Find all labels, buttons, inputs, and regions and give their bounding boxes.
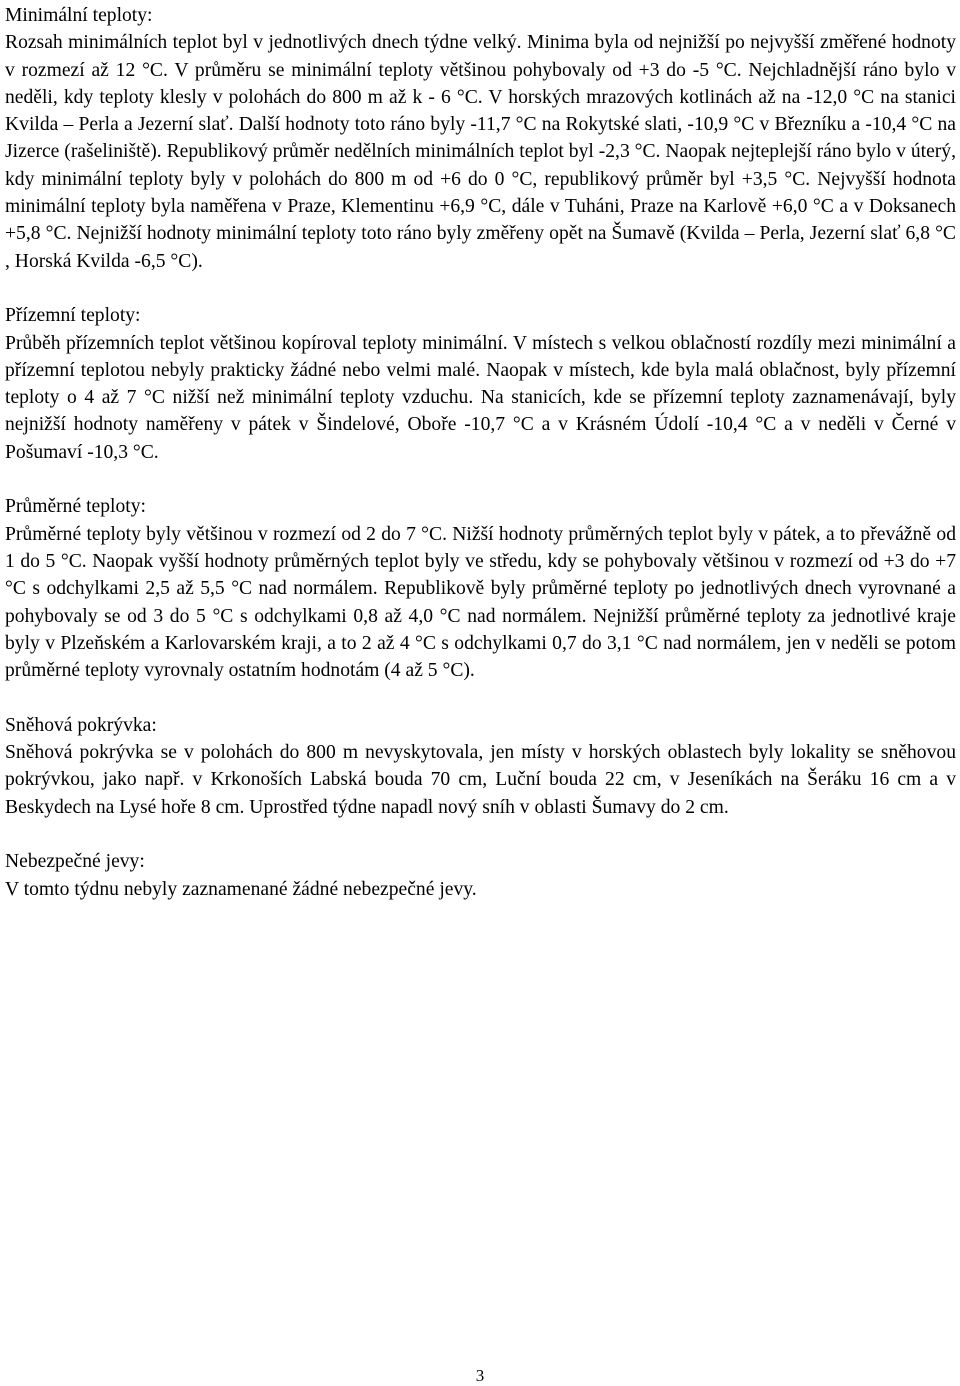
section-minimum-temperatures	[5, 2, 956, 275]
section-snow-cover	[5, 712, 956, 821]
section-heading: Přízemní teploty:	[5, 305, 141, 327]
section-heading: Sněhová pokrývka:	[5, 714, 157, 736]
section-paragraph: Průběh přízemních teplot většinou kopíroval teploty minimální. V místech s velkou oblačností rozdíly mezi minimální a přízemní teplotou nebyly prakticky žádné nebo velmi malé. Naopak v místech, kde byla malá oblačnost, byly přízemní teploty o 4 až 7 °C nižší než minimální teploty vzduchu. Na stanicích, kde se přízemní teploty zaznamenávají, byly nejnižší hodnoty naměřeny v pátek v Šindelové, Oboře -10,7 °C a v Krásném Údolí -10,4 °C a v neděli v Černé v Pošumaví -10,3 °C.	[5, 332, 956, 463]
section-average-temperatures	[5, 493, 956, 684]
section-dangerous-phenomena	[5, 848, 956, 903]
page-number: 3	[475, 1366, 485, 1385]
section-ground-temperatures	[5, 302, 956, 466]
section-heading: Minimální teploty:	[5, 5, 153, 26]
section-paragraph: Rozsah minimálních teplot byl v jednotlivých dnech týdne velký. Minima byla od nejnižší po nejvyšší změřené hodnoty v rozmezí až 12 °C. V průměru se minimální teploty většinou pohybovaly od +3 do -5 °C. Nejchladnější ráno bylo v neděli, kdy teploty klesly v polohách do 800 m až k - 6 °C. V horských mrazových kotlinách až na -12,0 °C na stanici Kvilda – Perla a Jezerní slať. Další hodnoty toto ráno byly -11,7 °C na Rokytské slati, -10,9 °C v Březníku a -10,4 °C na Jizerce (rašeliniště). Republikový průměr nedělních minimálních teplot byl -2,3 °C. Naopak nejteplejší ráno bylo v úterý, kdy minimální teploty byly v polohách do 800 m od +6 do 0 °C, republikový průměr byl +3,5 °C. Nejvyšší hodnota minimální teploty byla naměřena v Praze, Klementinu +6,9 °C, dále v Tuháni, Praze na Karlově +6,0 °C a v Doksanech +5,8 °C. Nejnižší hodnoty minimální teploty toto ráno byly změřeny opět na Šumavě (Kvilda – Perla, Jezerní slať 6,8 °C , Horská Kvilda -6,5 °C).	[5, 32, 956, 272]
section-heading: Průměrné teploty:	[5, 496, 146, 518]
section-paragraph: Sněhová pokrývka se v polohách do 800 m nevyskytovala, jen místy v horských oblastech byly lokality se sněhovou pokrývkou, jako např. v Krkonoších Labská bouda 70 cm, Luční bouda 22 cm, v Jeseníkách na Šeráku 16 cm a v Beskydech na Lysé hoře 8 cm. Uprostřed týdne napadl nový sníh v oblasti Šumavy do 2 cm.	[5, 742, 956, 818]
section-paragraph: Průměrné teploty byly většinou v rozmezí od 2 do 7 °C. Nižší hodnoty průměrných teplot byly v pátek, a to převážně od 1 do 5 °C. Naopak vyšší hodnoty průměrných teplot byly ve středu, kdy se pohybovaly většinou v rozmezí od +3 do +7 °C s odchylkami 2,5 až 5,5 °C nad normálem. Republikově byly průměrné teploty po jednotlivých dnech vyrovnané a pohybovaly se od 3 do 5 °C s odchylkami 0,8 až 4,0 °C nad normálem. Nejnižší průměrné teploty za jednotlivé kraje byly v Plzeňském a Karlovarském kraji, a to 2 až 4 °C s odchylkami 0,7 do 3,1 °C nad normálem, jen v neděli se potom průměrné teploty vyrovnaly ostatním hodnotám (4 až 5 °C).	[5, 523, 956, 682]
section-heading: Nebezpečné jevy:	[5, 851, 145, 873]
section-paragraph: V tomto týdnu nebyly zaznamenané žádné nebezpečné jevy.	[5, 878, 477, 900]
